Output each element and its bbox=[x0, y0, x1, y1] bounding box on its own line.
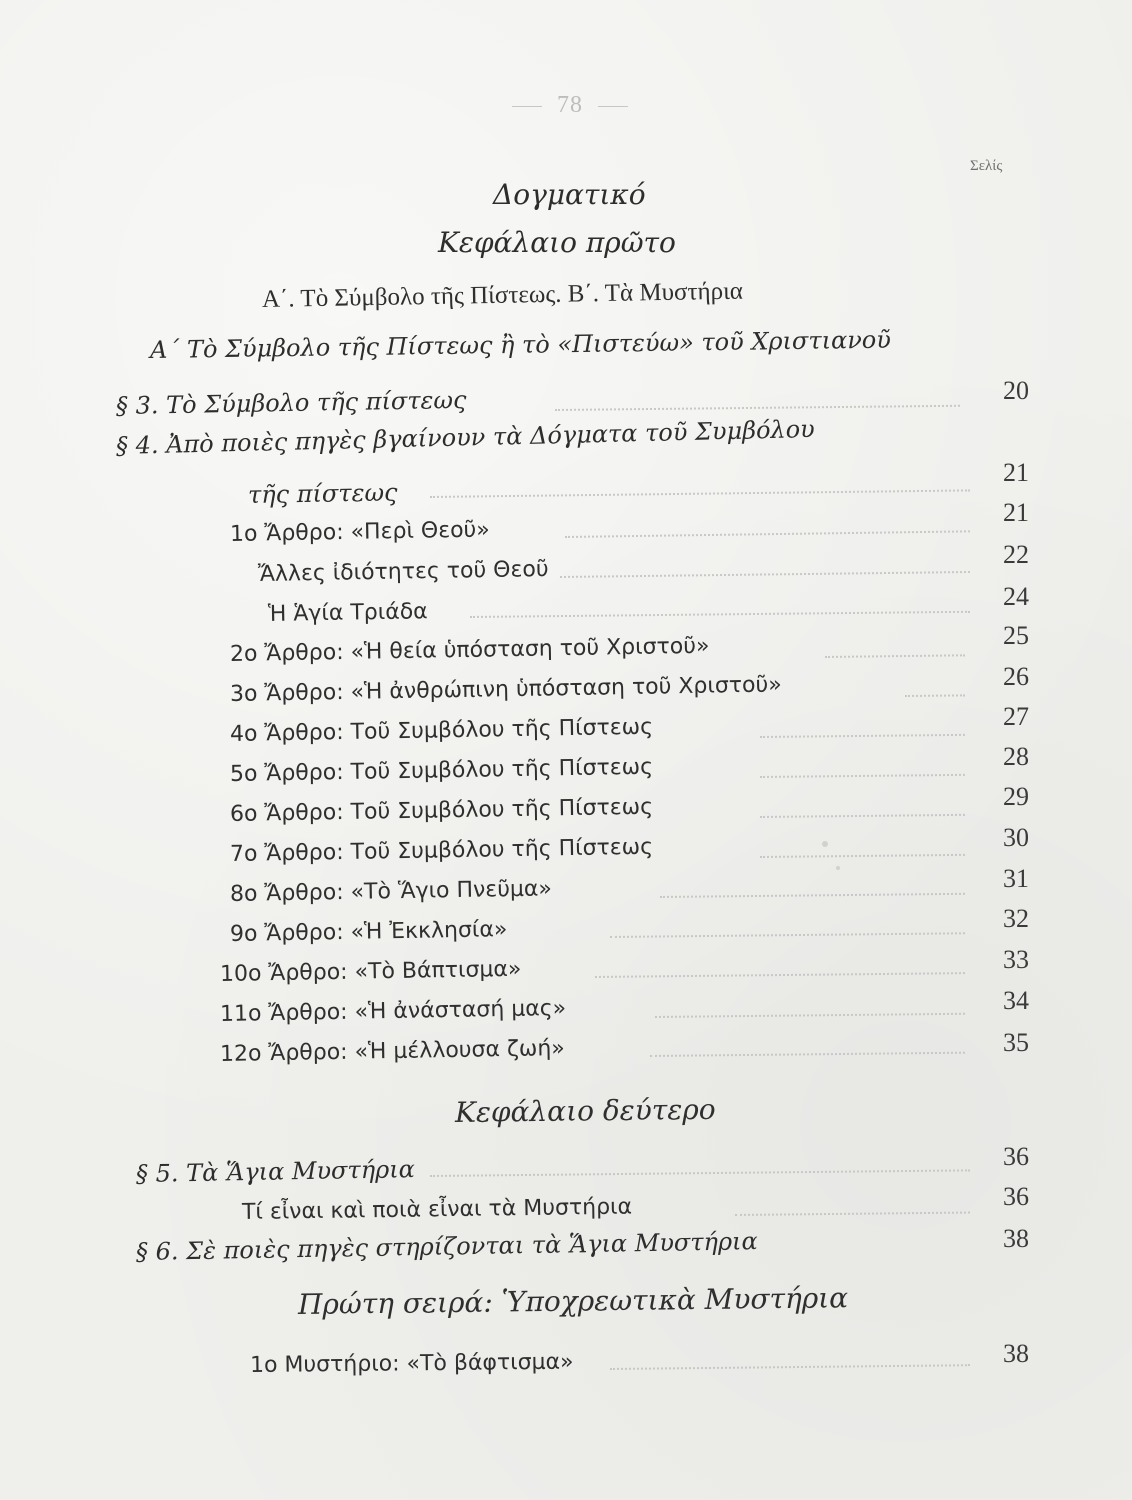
toc-entry: 5ο Ἄρθρο: Τοῦ Συμβόλου τῆς Πίστεως bbox=[229, 754, 654, 787]
toc-entry: 12ο Ἄρθρο: «Ἡ μέλλουσα ζωή» bbox=[219, 1035, 565, 1067]
page-ref: 36 bbox=[1003, 1142, 1029, 1171]
page-ref: 33 bbox=[1003, 945, 1029, 974]
toc-entry: 2ο Ἄρθρο: «Ἡ θεία ὑπόσταση τοῦ Χριστοῦ» bbox=[229, 633, 710, 667]
dot-leader bbox=[560, 571, 970, 578]
dot-leader bbox=[470, 611, 970, 618]
chapter-2-title: Κεφάλαιο δεύτερο bbox=[454, 1092, 716, 1129]
dot-leader bbox=[610, 932, 965, 938]
page-ref: 32 bbox=[1003, 904, 1029, 933]
toc-entry: 10ο Ἄρθρο: «Τὸ Βάπτισμα» bbox=[219, 956, 522, 987]
page-ref: 35 bbox=[1003, 1028, 1029, 1057]
dot-leader bbox=[760, 734, 965, 738]
dot-leader bbox=[760, 774, 965, 778]
dot-leader bbox=[655, 1013, 965, 1018]
page-ref: 25 bbox=[1003, 621, 1029, 650]
page-ref: 38 bbox=[1003, 1224, 1029, 1253]
dot-leader bbox=[610, 1364, 970, 1370]
page-ref: 27 bbox=[1003, 702, 1029, 731]
page-ref: 22 bbox=[1003, 540, 1029, 569]
dot-leader bbox=[430, 489, 970, 498]
main-heading: Δογματικό bbox=[493, 178, 646, 211]
page-ref: 38 bbox=[1003, 1339, 1029, 1368]
toc-entry: § 6. Σὲ ποιὲς πηγὲς στηρίζονται τὰ Ἅγια Μυστήρια bbox=[135, 1227, 758, 1266]
page-number bbox=[490, 92, 650, 119]
page-number-text: 78 bbox=[557, 92, 583, 118]
dot-leader bbox=[595, 972, 965, 978]
page-ref: 30 bbox=[1003, 823, 1029, 852]
toc-entry: 11ο Ἄρθρο: «Ἡ ἀνάστασή μας» bbox=[219, 995, 567, 1027]
page-ref: 24 bbox=[1003, 582, 1029, 611]
dot-leader bbox=[760, 854, 965, 858]
toc-entry: 6ο Ἄρθρο: Τοῦ Συμβόλου τῆς Πίστεως bbox=[229, 794, 654, 827]
page-ref: 20 bbox=[1003, 376, 1029, 405]
toc-entry: 1ο Ἄρθρο: «Περὶ Θεοῦ» bbox=[229, 517, 490, 547]
dot-leader bbox=[565, 530, 970, 538]
toc-entry: 3ο Ἄρθρο: «Ἡ ἀνθρώπινη ὑπόσταση τοῦ Χριστοῦ» bbox=[229, 672, 782, 707]
series-title: Πρώτη σειρά: Ὑποχρεωτικὰ Μυστήρια bbox=[297, 1281, 849, 1321]
toc-entry: § 4. Ἀπὸ ποιὲς πηγὲς βγαίνουν τὰ Δόγματα τοῦ Συμβόλου bbox=[115, 414, 816, 460]
page-ref: 31 bbox=[1003, 864, 1029, 893]
toc-entry: 1ο Μυστήριο: «Τὸ βάφτισμα» bbox=[249, 1349, 574, 1378]
chapter-1-subtitle: Α΄. Τὸ Σύμβολο τῆς Πίστεως. Β΄. Τὰ Μυστήρια bbox=[261, 277, 744, 313]
dot-leader bbox=[660, 893, 965, 898]
chapter-1-line: Α΄ Τὸ Σύμβολο τῆς Πίστεως ἢ τὸ «Πιστεύω» τοῦ Χριστιανοῦ bbox=[149, 325, 892, 364]
dot-leader bbox=[905, 694, 965, 697]
page-ref: 26 bbox=[1003, 662, 1029, 691]
dot-leader bbox=[430, 1169, 970, 1177]
toc-entry: τῆς πίστεως bbox=[247, 478, 398, 509]
toc-entry: Ἄλλες ἰδιότητες τοῦ Θεοῦ bbox=[257, 556, 549, 587]
toc-entry: 9ο Ἄρθρο: «Ἡ Ἐκκλησία» bbox=[229, 917, 508, 947]
dot-leader bbox=[735, 1212, 970, 1216]
toc-entry: Ἡ Ἁγία Τριάδα bbox=[267, 599, 428, 627]
page-ref: 28 bbox=[1003, 742, 1029, 771]
toc-entry: 8ο Ἄρθρο: «Τὸ Ἅγιο Πνεῦμα» bbox=[229, 876, 553, 907]
toc-entry: § 3. Τὸ Σύμβολο τῆς πίστεως bbox=[115, 385, 467, 420]
toc-entry: 4ο Ἄρθρο: Τοῦ Συμβόλου τῆς Πίστεως bbox=[229, 714, 654, 747]
dot-leader bbox=[760, 814, 965, 818]
page-ref: 29 bbox=[1003, 782, 1029, 811]
page-ref: 34 bbox=[1003, 986, 1029, 1015]
page-ref: 21 bbox=[1003, 458, 1029, 487]
dot-leader bbox=[555, 405, 960, 411]
page-column-label: Σελίς bbox=[970, 158, 1003, 174]
dot-leader bbox=[825, 654, 965, 658]
page-ref: 36 bbox=[1003, 1182, 1029, 1211]
dot-leader bbox=[650, 1052, 965, 1057]
right-dash bbox=[598, 106, 628, 107]
left-dash bbox=[512, 106, 542, 107]
toc-entry: § 5. Τὰ Ἅγια Μυστήρια bbox=[135, 1155, 416, 1188]
page-ref: 21 bbox=[1003, 498, 1029, 527]
chapter-1-title: Κεφάλαιο πρῶτο bbox=[438, 226, 676, 259]
toc-entry: Τί εἶναι καὶ ποιὰ εἶναι τὰ Μυστήρια bbox=[241, 1194, 633, 1225]
toc-entry: 7ο Ἄρθρο: Τοῦ Συμβόλου τῆς Πίστεως bbox=[229, 834, 654, 867]
